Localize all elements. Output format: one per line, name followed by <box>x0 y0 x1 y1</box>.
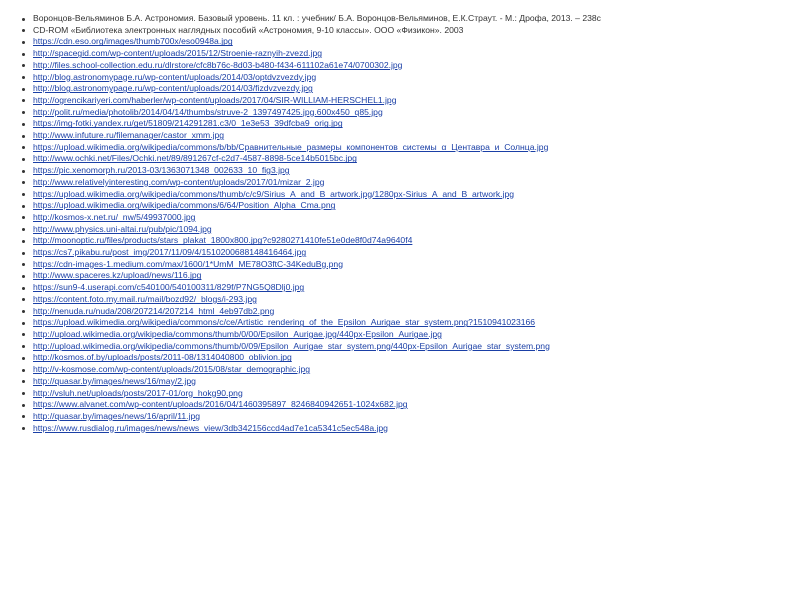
source-link[interactable]: https://cdn.eso.org/images/thumb700x/eso0948a.jpg <box>33 36 233 47</box>
bullet-icon <box>22 111 25 114</box>
bullet-icon <box>22 53 25 56</box>
link-item <box>22 294 792 306</box>
link-item <box>22 153 792 165</box>
link-item <box>22 306 792 318</box>
bullet-icon <box>22 64 25 67</box>
source-link[interactable]: http://quasar.by/images/news/16/may/2.jpg <box>33 375 196 386</box>
bullet-icon <box>22 298 25 301</box>
link-item <box>22 60 792 72</box>
bullet-icon <box>22 41 25 44</box>
link-item <box>22 95 792 107</box>
link-item <box>22 83 792 95</box>
bullet-icon <box>22 193 25 196</box>
link-item <box>22 165 792 177</box>
bullet-icon <box>22 345 25 348</box>
source-link[interactable]: https://pic.xenomorph.ru/2013-03/1363071348_002633_10_fig3.jpg <box>33 165 290 176</box>
source-link[interactable]: http://www.infuture.ru/filemanager/castor_xmm.jpg <box>33 130 225 141</box>
bullet-icon <box>22 99 25 102</box>
link-item <box>22 142 792 154</box>
bullet-icon <box>22 240 25 243</box>
link-item <box>22 376 792 388</box>
bullet-icon <box>22 18 25 21</box>
bullet-icon <box>22 322 25 325</box>
source-link[interactable]: https://cdn-images-1.medium.com/max/1600/1*UmM_ME78O3ftC-34KeduBg.png <box>33 258 343 269</box>
bullet-icon <box>22 427 25 430</box>
source-link[interactable]: http://www.physics.uni-altai.ru/pub/pic/1094.jpg <box>33 223 212 234</box>
source-link[interactable]: http://blog.astronomypage.ru/wp-content/uploads/2014/03/optdvzvezdy.jpg <box>33 71 317 82</box>
bullet-icon <box>22 275 25 278</box>
source-link[interactable]: https://cs7.pikabu.ru/post_img/2017/11/09/4/1510200688148416464.jpg <box>33 247 307 258</box>
link-item <box>22 130 792 142</box>
link-item <box>22 189 792 201</box>
source-link[interactable]: https://www.rusdialog.ru/images/news/news_view/3db342156ccd4ad7e1ca5341c5ec548a.jpg <box>33 422 388 433</box>
bullet-icon <box>22 123 25 126</box>
bullet-icon <box>22 76 25 79</box>
link-item <box>22 341 792 353</box>
source-link[interactable]: http://upload.wikimedia.org/wikipedia/commons/thumb/0/00/Epsilon_Aurigae.jpg/440px-Epsilon_Aurigae.jpg <box>33 328 442 339</box>
bullet-icon <box>22 158 25 161</box>
reference-list <box>22 13 792 434</box>
bullet-icon <box>22 181 25 184</box>
bullet-icon <box>22 263 25 266</box>
source-link[interactable]: http://www.ochki.net/Files/Ochki.net/89/891267cf-c2d7-4587-8898-5ce14b5015bc.jpg <box>33 153 357 164</box>
bullet-icon <box>22 205 25 208</box>
source-link[interactable]: https://img-fotki.yandex.ru/get/51809/214291281.c3/0_1e3e53_39dfcba9_orig.jpg <box>33 118 343 129</box>
source-link[interactable]: https://upload.wikimedia.org/wikipedia/commons/c/ce/Artistic_rendering_of_the_Epsilon_Aurigae_star_system.png?1510941023166 <box>33 317 536 328</box>
link-item <box>22 200 792 212</box>
reference-text: Воронцов-Вельяминов Б.А. Астрономия. Базовый уровень. 11 кл. : учебник/ Б.А. Воронцов-Вельяминов, Е.К.Страут. - М.: Дрофа, 2013. – 238с <box>33 13 601 23</box>
source-link[interactable]: http://vsluh.net/uploads/posts/2017-01/org_hokg90.png <box>33 387 243 398</box>
bullet-icon <box>22 146 25 149</box>
link-item <box>22 423 792 435</box>
link-item <box>22 411 792 423</box>
bullet-icon <box>22 415 25 418</box>
link-item <box>22 388 792 400</box>
source-link[interactable]: http://polit.ru/media/photolib/2014/04/14/thumbs/struve-2_1397497425.jpg.600x450_q85.jpg <box>33 106 383 117</box>
source-link[interactable]: http://v-kosmose.com/wp-content/uploads/2015/08/star_demographic.jpg <box>33 364 311 375</box>
bullet-icon <box>22 135 25 138</box>
link-item <box>22 317 792 329</box>
link-item <box>22 329 792 341</box>
link-item <box>22 247 792 259</box>
bullet-icon <box>22 357 25 360</box>
link-item <box>22 48 792 60</box>
bullet-icon <box>22 228 25 231</box>
source-link[interactable]: http://www.relativelyinteresting.com/wp-content/uploads/2017/01/mizar_2.jpg <box>33 176 325 187</box>
source-link[interactable]: http://files.school-collection.edu.ru/dlrstore/cfc8b76c-8d03-b480-f434-611102a61e74/0700302.jpg <box>33 59 403 70</box>
source-link[interactable]: http://kosmos-x.net.ru/_nw/5/49937000.jpg <box>33 211 196 222</box>
bullet-icon <box>22 170 25 173</box>
link-item <box>22 118 792 130</box>
link-item <box>22 212 792 224</box>
source-link[interactable]: https://sun9-4.userapi.com/c540100/540100311/829f/P7NG5Q8Dlj0.jpg <box>33 282 305 293</box>
link-item <box>22 364 792 376</box>
source-link[interactable]: http://moonoptic.ru/files/products/stars_plakat_1800x800.jpg?c9280271410fe51e0de8f0d74a9640f4 <box>33 235 413 246</box>
bullet-icon <box>22 29 25 32</box>
source-link[interactable]: https://www.alvanet.com/wp-content/uploads/2016/04/1460395897_8246840942651-1024x682.jpg <box>33 399 408 410</box>
reference-item <box>22 25 792 37</box>
link-item <box>22 282 792 294</box>
bullet-icon <box>22 287 25 290</box>
link-item <box>22 399 792 411</box>
source-link[interactable]: http://www.spaceres.kz/upload/news/116.jpg <box>33 270 202 281</box>
bullet-icon <box>22 404 25 407</box>
source-link[interactable]: http://ogrencikariyeri.com/haberler/wp-content/uploads/2017/04/SIR-WILLIAM-HERSCHEL1.jpg <box>33 94 397 105</box>
bullet-icon <box>22 369 25 372</box>
source-link[interactable]: http://upload.wikimedia.org/wikipedia/commons/thumb/0/09/Epsilon_Aurigae_star_system.png/440px-Epsilon_Aurigae_star_system.png <box>33 340 550 351</box>
link-item <box>22 259 792 271</box>
bullet-icon <box>22 310 25 313</box>
reference-text: CD-ROM «Библиотека электронных наглядных пособий «Астрономия, 9-10 классы». ООО «Физикон». 2003 <box>33 24 464 35</box>
link-item <box>22 107 792 119</box>
link-item <box>22 224 792 236</box>
source-link[interactable]: http://nenuda.ru/nuda/208/207214/207214_html_4eb97db2.png <box>33 305 275 316</box>
link-item <box>22 36 792 48</box>
bullet-icon <box>22 252 25 255</box>
link-item <box>22 270 792 282</box>
source-link[interactable]: https://upload.wikimedia.org/wikipedia/commons/b/bb/Сравнительные_размеры_компонентов_системы_α_Центавра_и_Солнца.jpg <box>33 141 549 152</box>
source-link[interactable]: http://spacegid.com/wp-content/uploads/2015/12/Stroenie-raznyih-zvezd.jpg <box>33 48 323 59</box>
bullet-icon <box>22 333 25 336</box>
bullet-icon <box>22 216 25 219</box>
link-item <box>22 352 792 364</box>
link-item <box>22 235 792 247</box>
source-link[interactable]: https://content.foto.my.mail.ru/mail/bozd92/_blogs/i-293.jpg <box>33 293 257 304</box>
source-link[interactable]: https://upload.wikimedia.org/wikipedia/commons/6/64/Position_Alpha_Cma.png <box>33 200 336 211</box>
source-link[interactable]: http://quasar.by/images/news/16/april/11.jpg <box>33 410 201 421</box>
bullet-icon <box>22 380 25 383</box>
link-item <box>22 72 792 84</box>
source-link[interactable]: https://upload.wikimedia.org/wikipedia/commons/thumb/c/c9/Sirius_A_and_B_artwork.jpg/1280px-Sirius_A_and_B_artwork.jpg <box>33 188 515 199</box>
bullet-icon <box>22 88 25 91</box>
bullet-icon <box>22 392 25 395</box>
source-link[interactable]: http://kosmos.of.by/uploads/posts/2011-08/1314040800_oblivion.jpg <box>33 352 292 363</box>
source-link[interactable]: http://blog.astronomypage.ru/wp-content/uploads/2014/03/fizdvzvezdy.jpg <box>33 83 313 94</box>
link-item <box>22 177 792 189</box>
reference-item <box>22 13 792 25</box>
